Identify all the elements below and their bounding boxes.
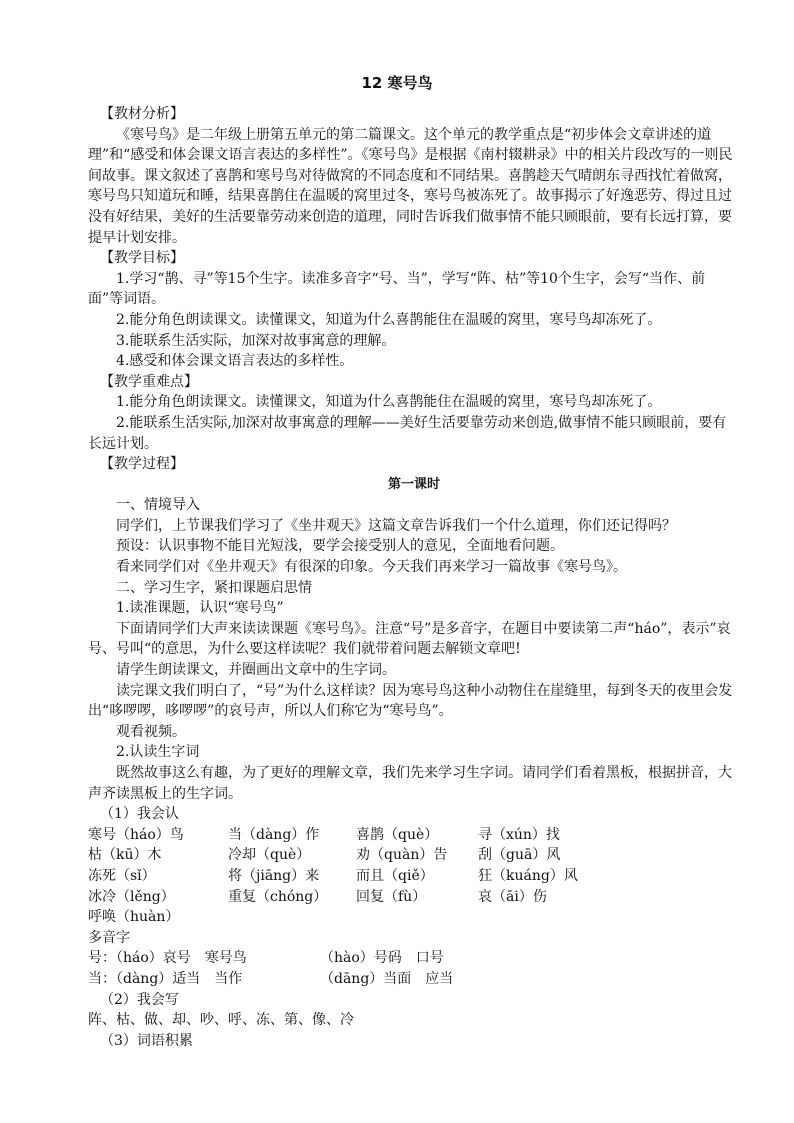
- goal-item: 1.学习“鹊、寻”等15个生字。读准多音字“号、当”，学写“阵、枯”等10个生字，会写“当作、前面”等词语。: [88, 270, 706, 308]
- analysis-paragraph: 《寒号鸟》是二年级上册第五单元的第二篇课文。这个单元的教学重点是“初步体会文章讲述的道理”和“感受和体会课文语言表达的多样性”。《寒号鸟》是根据《南村辍耕录》中的相关片段改写的一则民间故事。课文叙述了喜鹊和寒号鸟对待做窝的不同态度和不同结果。喜鹊趁天气晴朗东寻西找忙着做窝，寒号鸟只知道玩和睡，结果喜鹊住在温暖的窝里过冬，寒号鸟被冻死了。故事揭示了好逸恶劳、得过且过没有好结果，美好的生活要靠劳动来创造的道理，同时告诉我们做事情不能只顾眼前，要有长远打算，要提早计划安排。: [88, 126, 733, 246]
- word-cell: 当（dàng）作: [228, 826, 320, 843]
- polyphone-cell: 号：（háo）哀号 寒号鸟: [88, 950, 247, 967]
- word-cell: 呼唤（huàn）: [88, 909, 180, 926]
- key-point-item: 2.能联系生活实际,加深对故事寓意的理解——美好生活要靠劳动来创造,做事情不能只顾眼前，要有长远计划。: [88, 414, 727, 452]
- word-cell: 冷却（què）: [228, 847, 311, 864]
- word-cell: 哀（āi）伤: [478, 888, 547, 905]
- step-heading: 二、学习生字，紧扣课题启思情: [116, 579, 312, 596]
- word-row: [88, 825, 740, 846]
- polyphone-cell: （hào）号码 口号: [320, 950, 444, 967]
- section-heading-analysis: 【教材分析】: [100, 106, 184, 122]
- section-heading-key-points: 【教学重难点】: [100, 373, 198, 390]
- paragraph: 既然故事这么有趣，为了更好的理解文章，我们先来学习生字词。请同学们看着黑板，根据拼音，大声齐读黑板上的生字词。: [88, 765, 732, 802]
- word-cell: 枯（kū）木: [88, 847, 162, 864]
- word-cell: 重复（chóng）: [228, 888, 328, 905]
- paragraph: 同学们，上节课我们学习了《坐井观天》这篇文章告诉我们一个什么道理，你们还记得吗？: [116, 517, 676, 534]
- word-row: [88, 907, 740, 928]
- word-cell: 喜鹊（què）: [356, 826, 439, 843]
- word-row: [88, 887, 740, 908]
- paragraph: 看来同学们对《坐井观天》有很深的印象。今天我们再来学习一篇故事《寒号鸟》。: [116, 559, 627, 576]
- section-heading-process: 【教学过程】: [100, 456, 184, 473]
- paragraph: 预设：认识事物不能目光短浅，要学会接受别人的意见，全面地看问题。: [116, 538, 564, 555]
- paragraph: 读完课文我们明白了，“号”为什么这样读？因为寒号鸟这种小动物住在崖缝里，每到冬天的夜里会发出“哆啰啰，哆啰啰”的哀号声，所以人们称它为“寒号鸟”。: [88, 682, 733, 720]
- word-cell: 寒号（háo）鸟: [88, 826, 184, 843]
- goal-item: 4.感受和体会课文语言表达的多样性。: [116, 353, 354, 370]
- document-body: [88, 104, 740, 1051]
- know-heading: （1）我会认: [100, 806, 179, 823]
- word-cell: 刮（guā）风: [478, 847, 561, 864]
- word-cell: 冻死（sǐ）: [88, 867, 156, 884]
- lesson-title: 第一课时: [387, 476, 440, 492]
- goal-item: 3.能联系生活实际，加深对故事寓意的理解。: [116, 332, 396, 349]
- sub-heading: 2.认读生字词: [116, 744, 200, 761]
- polyphone-cell: 当：（dàng）适当 当作: [88, 970, 243, 987]
- sub-heading: 1.读准课题，认识“寒号鸟”: [116, 600, 284, 617]
- word-row: [88, 866, 740, 887]
- page-title: 12 寒号鸟: [361, 74, 433, 92]
- polyphone-row: [88, 948, 740, 969]
- word-cell: 而且（qiě）: [356, 867, 434, 884]
- word-cell: 劝（quàn）告: [356, 847, 448, 864]
- paragraph: 请学生朗读课文，并圈画出文章中的生字词。: [116, 662, 396, 679]
- polyphone-cell: （dāng）当面 应当: [320, 970, 454, 987]
- vocab-heading: （3）词语积累: [100, 1032, 193, 1049]
- word-cell: 寻（xún）找: [478, 826, 560, 843]
- polyphone-heading: 多音字: [88, 929, 130, 946]
- paragraph: 下面请同学们大声来读读课题《寒号鸟》。注意“号”是多音字，在题目中要读第二声“háo”，表示”哀号、号叫“的意思，为什么要这样读呢？我们就带着问题去解锁文章吧!: [88, 620, 731, 658]
- word-cell: 狂（kuáng）风: [478, 867, 578, 884]
- word-row: [88, 845, 740, 866]
- word-cell: 回复（fù）: [356, 888, 427, 905]
- paragraph: 观看视频。: [116, 723, 186, 740]
- write-characters: 阵、枯、做、却、吵、呼、冻、第、像、冷: [88, 1012, 354, 1029]
- polyphone-row: [88, 969, 740, 990]
- write-heading: （2）我会写: [100, 991, 179, 1008]
- key-point-item: 1.能分角色朗读课文。读懂课文，知道为什么喜鹊能住在温暖的窝里，寒号鸟却冻死了。: [116, 394, 662, 411]
- step-heading: 一、情境导入: [116, 497, 200, 514]
- goal-item: 2.能分角色朗读课文。读懂课文，知道为什么喜鹊能住在温暖的窝里，寒号鸟却冻死了。: [116, 311, 662, 328]
- section-heading-goals: 【教学目标】: [100, 250, 184, 267]
- word-cell: 将（jiāng）来: [228, 867, 320, 884]
- word-cell: 冰冷（lěng）: [88, 888, 175, 905]
